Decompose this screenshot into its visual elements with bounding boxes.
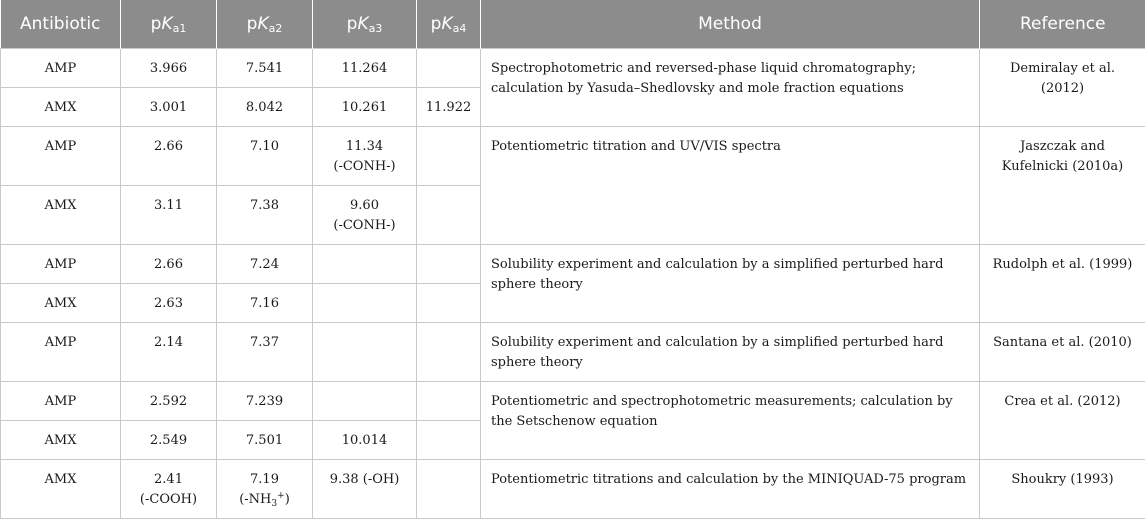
cell-pka1 xyxy=(121,460,217,519)
cell-pka4 xyxy=(417,460,481,519)
cell-pka1: 2.14 xyxy=(121,323,217,382)
header-label: Antibiotic xyxy=(20,14,100,34)
header-antibiotic xyxy=(1,0,121,49)
table-row xyxy=(1,382,1145,421)
cell-antibiotic: AMX xyxy=(1,186,121,245)
cell-pka3: 9.38 (-OH) xyxy=(313,460,417,519)
cell-method: Potentiometric titrations and calculation by the MINIQUAD-75 program xyxy=(481,460,980,519)
header-label: p xyxy=(151,14,162,34)
cell-antibiotic: AMP xyxy=(1,127,121,186)
header-label: a4 xyxy=(453,22,467,35)
cell-pka2: 8.042 xyxy=(217,88,313,127)
table-row xyxy=(1,323,1145,382)
note-part: ) xyxy=(285,492,290,507)
header-method xyxy=(481,0,980,49)
cell-pka3 xyxy=(313,127,417,186)
cell-antibiotic: AMP xyxy=(1,382,121,421)
note-superscript: + xyxy=(277,491,285,501)
table-row xyxy=(1,127,1145,186)
cell-antibiotic: AMX xyxy=(1,88,121,127)
cell-pka3 xyxy=(313,186,417,245)
cell-reference: Demiralay et al. (2012) xyxy=(980,49,1145,127)
cell-pka2: 7.37 xyxy=(217,323,313,382)
cell-pka4 xyxy=(417,186,481,245)
cell-antibiotic: AMX xyxy=(1,421,121,460)
header-pka4 xyxy=(417,0,481,49)
cell-pka1: 2.66 xyxy=(121,245,217,284)
header-pka3 xyxy=(313,0,417,49)
cell-pka2: 7.239 xyxy=(217,382,313,421)
cell-pka2: 7.16 xyxy=(217,284,313,323)
header-label: a1 xyxy=(173,22,187,35)
note-subscript: 3 xyxy=(271,499,277,509)
header-pka2 xyxy=(217,0,313,49)
pka2-value: 7.19 xyxy=(250,472,279,487)
cell-pka4: 11.922 xyxy=(417,88,481,127)
cell-pka3 xyxy=(313,323,417,382)
cell-reference: Crea et al. (2012) xyxy=(980,382,1145,460)
cell-reference: Santana et al. (2010) xyxy=(980,323,1145,382)
table-header xyxy=(1,0,1145,49)
cell-pka2: 7.24 xyxy=(217,245,313,284)
pka2-group-note xyxy=(239,492,290,507)
cell-antibiotic: AMP xyxy=(1,49,121,88)
cell-pka4 xyxy=(417,323,481,382)
cell-pka2: 7.501 xyxy=(217,421,313,460)
pka3-value: 11.34 xyxy=(346,139,383,154)
cell-pka1: 2.66 xyxy=(121,127,217,186)
header-reference xyxy=(980,0,1145,49)
cell-reference: Shoukry (1993) xyxy=(980,460,1145,519)
header-label: K xyxy=(441,14,452,34)
header-label: K xyxy=(257,14,268,34)
pka3-value: 9.60 xyxy=(350,198,379,213)
cell-pka1: 2.63 xyxy=(121,284,217,323)
cell-antibiotic: AMX xyxy=(1,460,121,519)
pka3-group-note: (-CONH-) xyxy=(333,159,395,174)
cell-pka4 xyxy=(417,245,481,284)
note-part: (-NH xyxy=(239,492,271,507)
cell-method: Spectrophotometric and reversed-phase liquid chromatography; calculation by Yasuda–Shedlovsky and mole fraction equations xyxy=(481,49,980,127)
pka1-group-note: (-COOH) xyxy=(140,492,197,507)
cell-antibiotic: AMX xyxy=(1,284,121,323)
cell-reference: Rudolph et al. (1999) xyxy=(980,245,1145,323)
cell-pka1: 2.549 xyxy=(121,421,217,460)
header-label: K xyxy=(161,14,172,34)
cell-method: Solubility experiment and calculation by a simplified perturbed hard sphere theory xyxy=(481,245,980,323)
cell-pka3: 10.014 xyxy=(313,421,417,460)
cell-pka2 xyxy=(217,460,313,519)
pka1-value: 2.41 xyxy=(154,472,183,487)
cell-pka2: 7.541 xyxy=(217,49,313,88)
cell-pka3: 10.261 xyxy=(313,88,417,127)
header-label: p xyxy=(247,14,258,34)
cell-pka3: 11.264 xyxy=(313,49,417,88)
header-label: Reference xyxy=(1020,14,1106,34)
header-label: Method xyxy=(698,14,762,34)
cell-pka2: 7.38 xyxy=(217,186,313,245)
cell-method: Potentiometric and spectrophotometric measurements; calculation by the Setschenow equation xyxy=(481,382,980,460)
header-pka1 xyxy=(121,0,217,49)
cell-method: Potentiometric titration and UV/VIS spectra xyxy=(481,127,980,245)
cell-antibiotic: AMP xyxy=(1,323,121,382)
cell-antibiotic: AMP xyxy=(1,245,121,284)
header-label: p xyxy=(431,14,442,34)
cell-pka4 xyxy=(417,49,481,88)
table-row xyxy=(1,49,1145,88)
cell-pka4 xyxy=(417,382,481,421)
cell-method: Solubility experiment and calculation by a simplified perturbed hard sphere theory xyxy=(481,323,980,382)
cell-pka3 xyxy=(313,245,417,284)
header-label: K xyxy=(357,14,368,34)
cell-pka4 xyxy=(417,284,481,323)
table-row xyxy=(1,460,1145,519)
cell-pka1: 2.592 xyxy=(121,382,217,421)
cell-pka4 xyxy=(417,421,481,460)
pka3-group-note: (-CONH-) xyxy=(333,218,395,233)
cell-pka1: 3.966 xyxy=(121,49,217,88)
cell-pka1: 3.001 xyxy=(121,88,217,127)
cell-pka4 xyxy=(417,127,481,186)
table-row xyxy=(1,245,1145,284)
cell-reference: Jaszczak and Kufelnicki (2010a) xyxy=(980,127,1145,245)
cell-pka1: 3.11 xyxy=(121,186,217,245)
cell-pka3 xyxy=(313,284,417,323)
cell-pka2: 7.10 xyxy=(217,127,313,186)
cell-pka3 xyxy=(313,382,417,421)
header-label: p xyxy=(347,14,358,34)
header-label: a2 xyxy=(269,22,283,35)
header-label: a3 xyxy=(369,22,383,35)
